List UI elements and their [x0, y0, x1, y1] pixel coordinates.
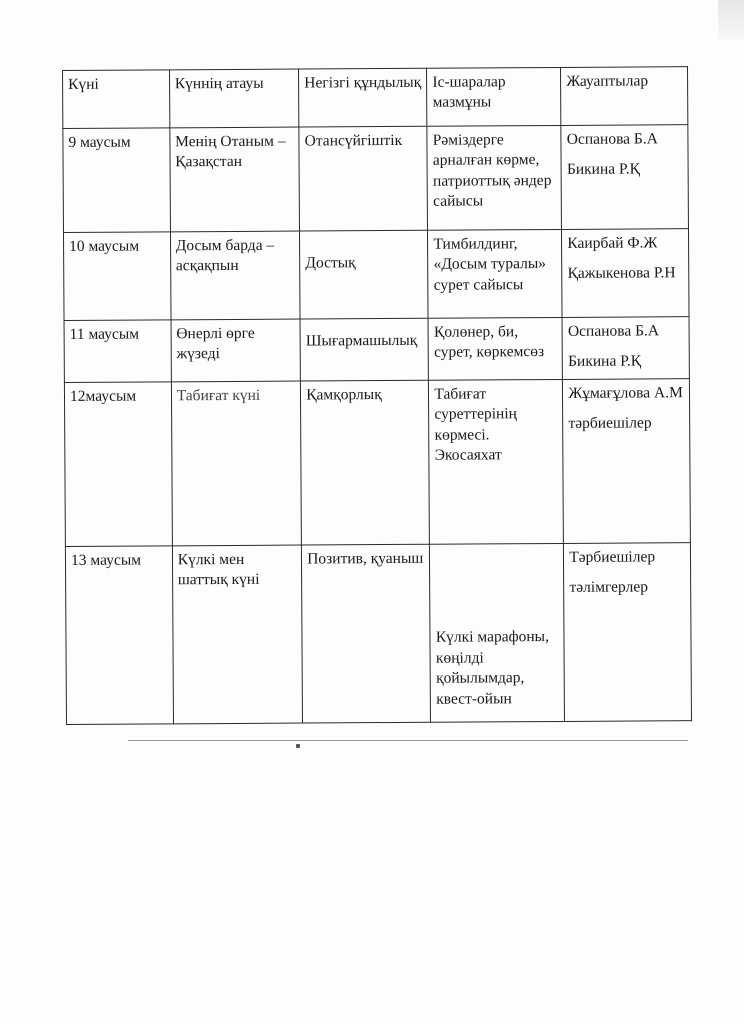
day-name-cell: Табиғат күні — [171, 381, 301, 546]
responsible-cell — [561, 125, 688, 230]
responsible-person: Жұмағұлова А.М — [568, 384, 683, 402]
responsible-person: Бикина Р.Қ — [568, 352, 642, 371]
responsible-person: Қажыкенова Р.Н — [567, 264, 676, 283]
responsible-cell — [562, 229, 689, 318]
table-header-row — [63, 67, 688, 129]
core-value-cell: Достық — [300, 230, 429, 319]
table-row — [63, 229, 689, 321]
day-name-cell: Күлкі мен шаттық күні — [172, 545, 303, 724]
header-day: Күні — [63, 70, 170, 129]
header-day-name: Күннің атауы — [169, 69, 299, 128]
responsible-cell — [562, 317, 689, 380]
day-name-cell: Өнерлі өрге жүзеді — [171, 319, 301, 382]
responsible-cell — [563, 379, 691, 544]
responsible-person: тәрбиешілер — [568, 414, 652, 433]
table-row — [63, 125, 689, 233]
scan-speck — [296, 744, 300, 748]
activities-cell: Күлкі марафоны, көңілді қойылымдар, квест-ойын — [430, 543, 565, 722]
responsible-person: Каирбай Ф.Ж — [567, 234, 658, 252]
day-cell: 10 маусым — [63, 232, 170, 321]
responsible-person: Оспанова Б.А — [566, 130, 658, 148]
responsible-person: Тәрбиешілер — [569, 548, 656, 566]
responsible-cell — [564, 543, 692, 722]
day-cell: 12маусым — [64, 382, 172, 547]
table-row — [64, 379, 690, 547]
scan-corner-shadow — [718, 0, 744, 40]
day-name-cell: Менің Отаным – Қазақстан — [170, 127, 300, 232]
activities-cell: Рәміздерге арналған көрме, патриоттық әндер сайысы — [427, 125, 562, 230]
core-value-cell: Шығармашылық — [300, 318, 429, 381]
header-activities: Іс-шаралар мазмұны — [427, 67, 561, 126]
activities-cell: Табиғат суреттерінің көрмесі. Экосаяхат — [429, 379, 564, 544]
responsible-person: тәлімгерлер — [569, 578, 648, 597]
core-value-cell: Қамқорлық — [301, 380, 430, 545]
core-value-cell: Отансүйгіштік — [299, 126, 428, 231]
day-cell: 11 маусым — [64, 320, 171, 383]
day-cell: 13 маусым — [65, 546, 173, 725]
header-core-value: Негізгі құндылық — [299, 68, 428, 127]
table-row — [64, 317, 689, 383]
responsible-person: Бикина Р.Қ — [566, 160, 640, 179]
responsible-person: Оспанова Б.А — [567, 322, 660, 340]
core-value-cell: Позитив, қуаныш — [302, 544, 431, 723]
day-name-cell: Досым барда – асқақпын — [170, 231, 300, 320]
page-divider-line — [128, 740, 688, 741]
header-responsible: Жауаптылар — [561, 67, 688, 126]
activities-cell: Қолөнер, би, сурет, көркемсөз — [428, 317, 562, 380]
table-row — [65, 543, 691, 725]
day-cell: 9 маусым — [63, 128, 170, 233]
schedule-table — [62, 66, 692, 725]
activities-cell: Тимбилдинг, «Досым туралы» сурет сайысы — [428, 229, 563, 318]
